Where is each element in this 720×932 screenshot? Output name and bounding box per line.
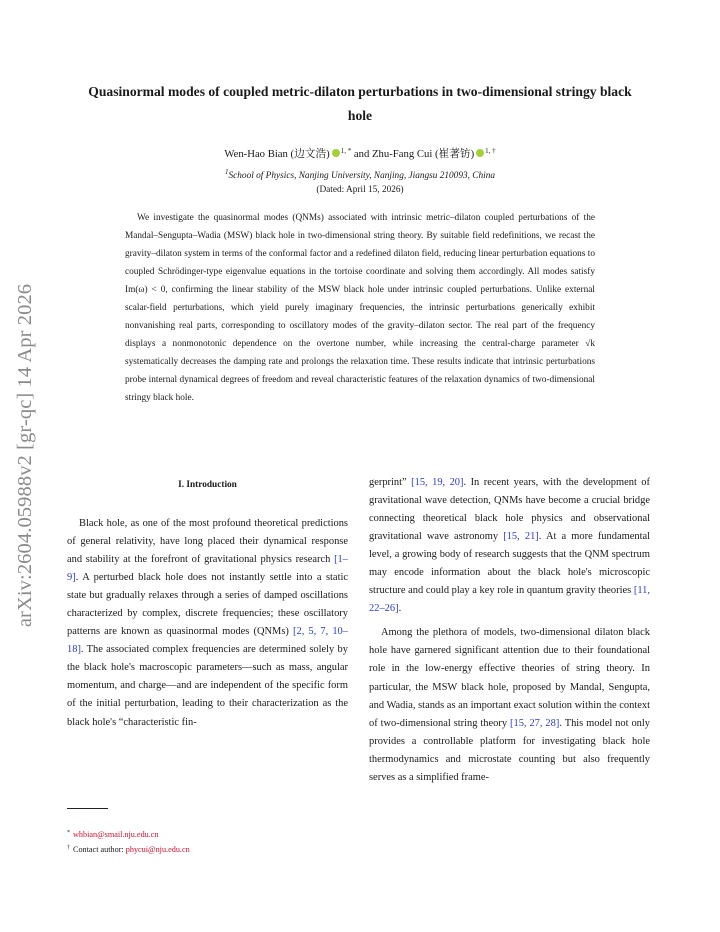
text-run: Among the plethora of models, two-dimensional dilaton black hole have garnered significant attention due to their foundational role in the low-energy effective theories of string theory. In particular, the MSW black hole, proposed by Mandal, Sengupta, and Wadia, stands as an important exact solution within the context of two-dimensional string theory [369, 627, 651, 729]
footnote-mark: † [67, 844, 70, 851]
footnote-rule [67, 808, 108, 809]
right-column [369, 474, 650, 787]
author-line [80, 143, 640, 162]
affiliation-text: School of Physics, Nanjing University, Nanjing, Jiangsu 210093, China [228, 171, 495, 181]
author-affiliation-mark: 1, * [340, 147, 352, 155]
orcid-icon[interactable] [332, 149, 340, 157]
inline-math: √k [585, 339, 595, 349]
text-run: . A perturbed black hole does not instantly settle into a static state but gradually relaxes through a series of damped oscillations characterized by complex, discrete frequencies; these oscillatory patterns are known as quasinormal modes (QNMs) [67, 572, 348, 638]
inline-math: Im(ω) < 0 [125, 285, 166, 295]
citation-link[interactable]: [1–9] [67, 554, 348, 584]
citation-link[interactable]: [15, 27, 28] [510, 717, 560, 729]
text-run: . At a more fundamental level, a growing body of research suggests that the QNM spectrum may encode information about the black hole's microscopic structure and could play a key role in quantum gravity theories [369, 531, 650, 597]
text-run: . In recent years, with the development of gravitational wave detection, QNMs have become a crucial bridge connecting theoretical black hole physics and observational gravitational wave astronomy [369, 477, 650, 543]
text-run: . [398, 603, 402, 615]
left-column-body [67, 515, 348, 732]
footnote [67, 827, 348, 842]
arxiv-stamp-text: arXiv:2604.05988v2 [gr-qc] 14 Apr 2026 [14, 283, 37, 628]
citation-link[interactable]: [11, 22–26] [369, 585, 650, 615]
email-link[interactable]: whbian@smail.nju.edu.cn [73, 830, 159, 839]
email-link[interactable]: phycui@nju.edu.cn [125, 844, 190, 854]
paper-title: Quasinormal modes of coupled metric-dilaton perturbations in two-dimensional stringy black hole [88, 84, 632, 123]
paragraph [369, 474, 650, 618]
text-run: systematically decreases the damping rate and prolongs the relaxation time. These results indicate that intrinsic perturbations probe internal dynamical degrees of freedom and reveal characteristic features of the relaxation dynamics of two-dimensional stringy black hole. [125, 357, 595, 403]
author-name[interactable]: Wen-Hao Bian (边文浩) [224, 148, 330, 160]
dated-line: (Dated: April 15, 2026) [316, 185, 404, 195]
text-run: . The associated complex frequencies are determined solely by the black hole's macroscopic parameters—such as mass, angular momentum, and charge—and are independent of the specific form of the initial perturbation, leading to their characterization as the black hole's “characteristic fin- [67, 644, 348, 728]
right-column-body [369, 474, 650, 787]
paragraph [369, 624, 650, 786]
affiliation-mark: 1 [225, 168, 229, 176]
text-run: We investigate the quasinormal modes (QNMs) associated with intrinsic metric–dilaton coupled perturbations of the Mandal–Sengupta–Wadia (MSW) black hole in two-dimensional string theory. By suitable field redefinitions, we recast the gravity–dilaton system in terms of the conformal factor and a redefined dilaton field, reducing linear perturbation equations to coupled Schrödinger-type eigenvalue equations in the tortoise coordinate and solving them accordingly. All modes satisfy [125, 213, 595, 277]
footnote [67, 842, 348, 857]
paragraph [67, 515, 348, 732]
citation-link[interactable]: [2, 5, 7, 10–18] [67, 626, 348, 656]
author-name[interactable]: Zhu-Fang Cui (崔著钫) [372, 148, 475, 160]
author-connector: and [353, 148, 370, 160]
abstract [125, 209, 595, 407]
arxiv-stamp [12, 263, 40, 648]
footnote-mark: * [67, 830, 70, 836]
left-column [67, 474, 348, 732]
footnotes [67, 827, 348, 856]
author-affiliation-mark: 1, † [485, 147, 496, 155]
text-run: . This model not only provides a controllable platform for investigating black hole thermodynamics and microstate counting but also frequently serves as a simplified frame- [369, 717, 651, 783]
affiliation [80, 165, 640, 183]
text-run: gerprint” [369, 477, 412, 488]
footnote-label: Contact author: [73, 844, 126, 854]
orcid-icon[interactable] [476, 149, 484, 157]
text-run: Black hole, as one of the most profound theoretical predictions of general relativity, have long placed their dynamical response and stability at the forefront of gravitational physics research [67, 518, 348, 566]
text-run: , confirming the linear stability of the MSW black hole under intrinsic coupled perturbations. Unlike external scalar-field perturbations, which yield purely imaginary frequencies, the intrinsic perturbations generically exhibit nonvanishing real parts, corresponding to oscillatory modes of the gravity–dilaton sector. The real part of the frequency displays a nonmonotonic dependence on the overtone number, while increasing the central-charge parameter [125, 285, 595, 349]
section-heading: I. Introduction [178, 480, 237, 490]
citation-link[interactable]: [15, 21] [503, 531, 539, 543]
citation-link[interactable]: [15, 19, 20] [411, 477, 464, 488]
